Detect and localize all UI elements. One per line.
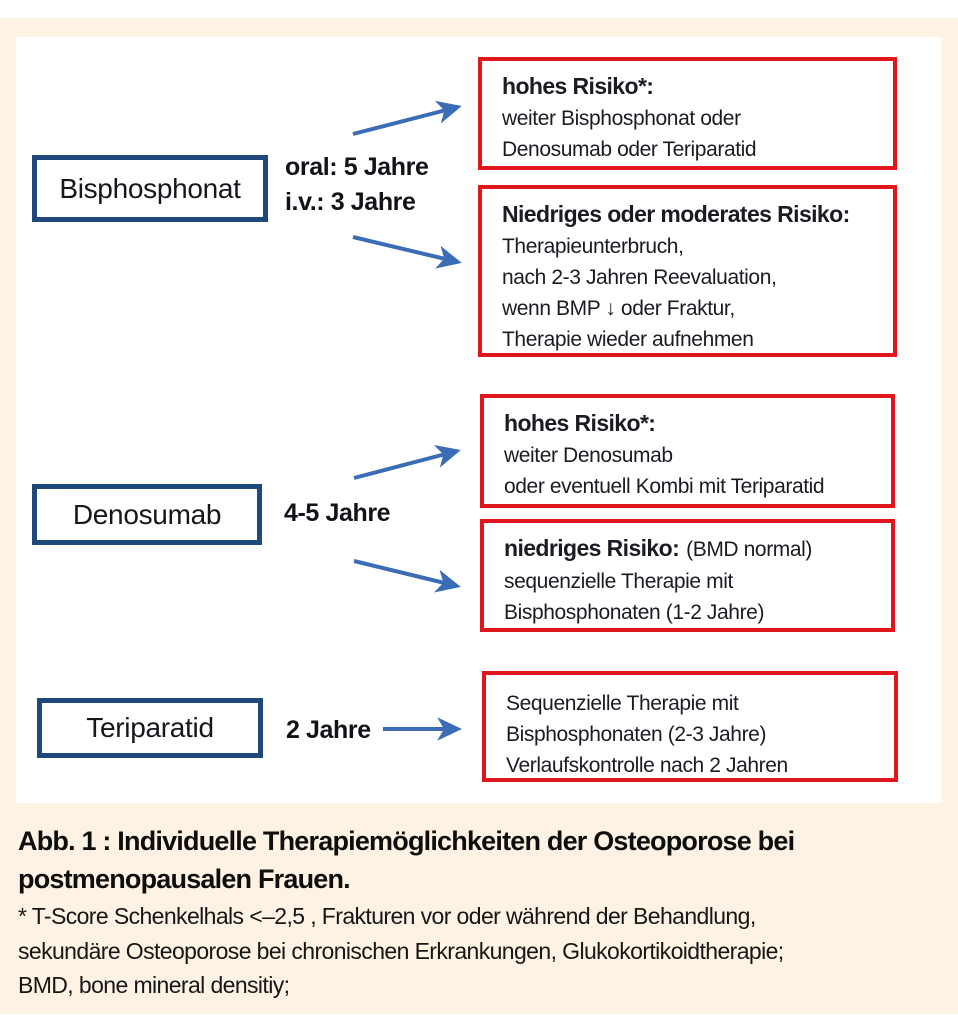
outcome-line: weiter Denosumab xyxy=(504,444,673,467)
outcome-line: Denosumab oder Teriparatid xyxy=(502,138,757,161)
drug-box-bisphosphonat xyxy=(32,155,268,222)
outcome-line: Bisphosphonaten (1-2 Jahre) xyxy=(504,601,765,624)
duration-denosumab xyxy=(284,496,390,531)
outcome-line: nach 2-3 Jahren Reevaluation, xyxy=(502,266,777,289)
outcome-title-suffix: (BMD normal) xyxy=(686,538,813,561)
outcome-line: oder eventuell Kombi mit Teriparatid xyxy=(504,475,825,498)
duration-line: 4-5 Jahre xyxy=(284,499,391,527)
duration-bisphosphonat xyxy=(285,150,428,220)
drug-label-denosumab: Denosumab xyxy=(72,498,222,530)
outcome-box-denosumab-low-risk xyxy=(480,519,895,632)
outcome-line: Verlaufskontrolle nach 2 Jahren xyxy=(506,754,788,777)
outcome-line: Sequenzielle Therapie mit xyxy=(506,692,739,715)
figure-caption-footnote xyxy=(18,899,784,1003)
drug-label-bisphosphonat: Bisphosphonat xyxy=(59,172,241,204)
caption-title-line: postmenopausalen Frauen. xyxy=(18,864,350,894)
drug-box-teriparatid xyxy=(37,698,263,758)
caption-footnote-line: * T-Score Schenkelhals <–2,5 , Frakturen vor oder während der Behandlung, xyxy=(18,903,756,929)
outcome-title: hohes Risiko*: xyxy=(504,410,656,436)
duration-line: 2 Jahre xyxy=(286,716,371,744)
caption-title-line: Abb. 1 : Individuelle Therapiemöglichkeiten der Osteoporose bei xyxy=(18,826,795,856)
figure-caption-title xyxy=(18,822,794,898)
duration-teriparatid xyxy=(286,713,371,748)
drug-box-denosumab xyxy=(32,484,262,545)
outcome-title: Niedriges oder moderates Risiko: xyxy=(502,201,850,227)
outcome-title-bold: niedriges Risiko: xyxy=(504,535,680,561)
drug-label-teriparatid: Teriparatid xyxy=(86,712,214,743)
outcome-line: sequenzielle Therapie mit xyxy=(504,570,733,593)
caption-footnote-line: sekundäre Osteoporose bei chronischen Erkrankungen, Glukokortikoidtherapie; xyxy=(18,937,784,964)
outcome-line: Therapieunterbruch, xyxy=(502,235,684,258)
outcome-line: Therapie wieder aufnehmen xyxy=(502,328,754,351)
caption-footnote-line: BMD, bone mineral densitiy; xyxy=(18,972,290,998)
outcome-box-bisphosphonat-low-risk xyxy=(478,185,897,357)
outcome-line: weiter Bisphosphonat oder xyxy=(502,107,741,130)
outcome-box-bisphosphonat-high-risk xyxy=(478,57,897,170)
outcome-line: wenn BMP ↓ oder Fraktur, xyxy=(502,297,735,320)
outcome-title xyxy=(504,532,885,566)
duration-line: i.v.: 3 Jahre xyxy=(285,188,416,216)
outcome-line: Bisphosphonaten (2-3 Jahre) xyxy=(506,723,767,746)
outcome-box-teriparatid-sequential xyxy=(482,671,898,782)
outcome-box-denosumab-high-risk xyxy=(480,394,895,508)
duration-line: oral: 5 Jahre xyxy=(285,153,429,181)
outcome-title: hohes Risiko*: xyxy=(502,73,654,99)
